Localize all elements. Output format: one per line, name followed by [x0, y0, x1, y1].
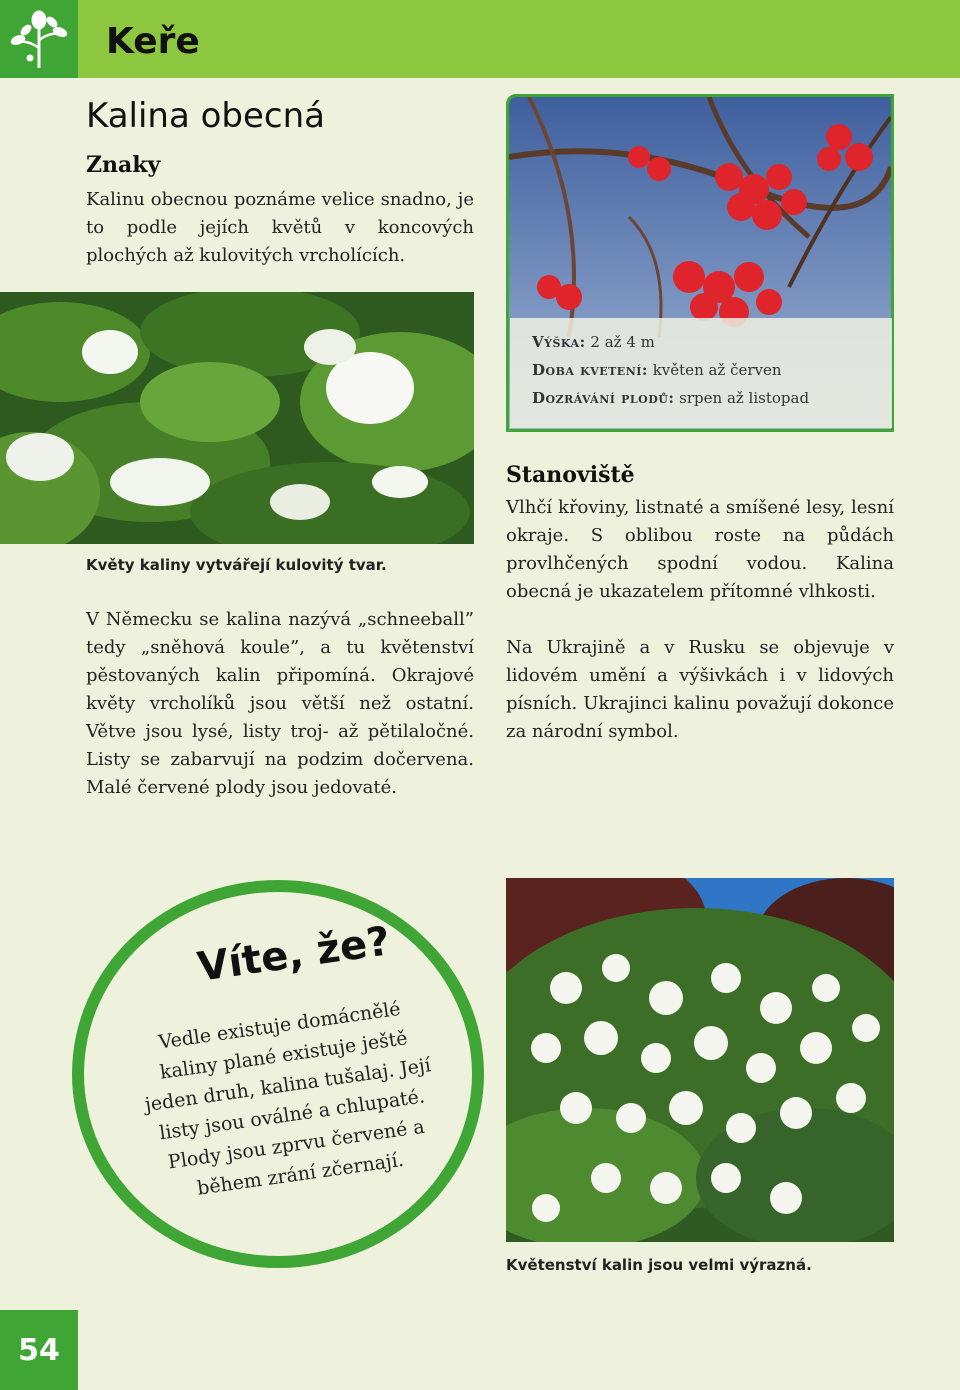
- body-paragraph: V Německu se kalina nazývá „schneeball” tedy „sněhová koule”, a tu květenství pěstovaných kalin připomíná. Okrajové květy vrcholíků jsou větší než ostatní. Větve jsou lysé, listy troj- až pětilaločné. Listy se zabarvují na podzim dočervena. Malé červené plody jsou jedovaté.: [86, 609, 474, 798]
- section-title: Keře: [106, 21, 200, 62]
- ukraine-paragraph: Na Ukrajině a v Rusku se objevuje v lidovém umění a výšivkách i v lidových písních. Ukrajinci kalinu považují dokonce za národní symbol.: [506, 637, 894, 742]
- info-ripen: [532, 384, 870, 412]
- habitat-heading: Stanoviště: [506, 462, 635, 488]
- flower-caption: Květy kaliny vytvářejí kulovitý tvar.: [86, 556, 387, 574]
- logo-box: [0, 0, 78, 78]
- plant-sprig-icon: [10, 8, 68, 70]
- info-panel: [510, 318, 892, 428]
- article-title: Kalina obecná: [86, 96, 325, 136]
- info-height: [532, 328, 870, 356]
- znaky-heading: Znaky: [86, 152, 161, 178]
- info-height-value: 2 až 4 m: [590, 333, 655, 351]
- info-bloom-value: květen až červen: [652, 361, 782, 379]
- bush-caption: Květenství kalin jsou velmi výrazná.: [506, 1256, 812, 1274]
- info-ripen-value: srpen až listopad: [679, 389, 810, 407]
- page-number: 54: [0, 1310, 78, 1390]
- znaky-paragraph: Kalinu obecnou poznáme velice snadno, je to podle jejích květů v koncových plochých až kulovitých vrcholících.: [86, 189, 474, 266]
- habitat-paragraph: Vlhčí křoviny, listnaté a smíšené lesy, lesní okraje. S oblibou roste na půdách provlhčených spodní vodou. Kalina obecná je ukazatelem přítomné vlhkosti.: [506, 497, 894, 602]
- flower-photo: [0, 292, 474, 544]
- info-bloom-label: Doba kvetení:: [532, 361, 648, 379]
- info-bloom: [532, 356, 870, 384]
- bush-photo: [506, 878, 894, 1242]
- info-height-label: Výška:: [532, 333, 586, 351]
- info-ripen-label: Dozrávání plodů:: [532, 389, 675, 407]
- did-you-know-text: Vedle existuje domácnělé kaliny plané existuje ještě jeden druh, kalina tušalaj. Její listy jsou oválné a chlupaté. Plody jsou zprvu červené a během zrání zčernají.: [143, 997, 433, 1200]
- did-you-know-title: Víte, že?: [194, 918, 393, 991]
